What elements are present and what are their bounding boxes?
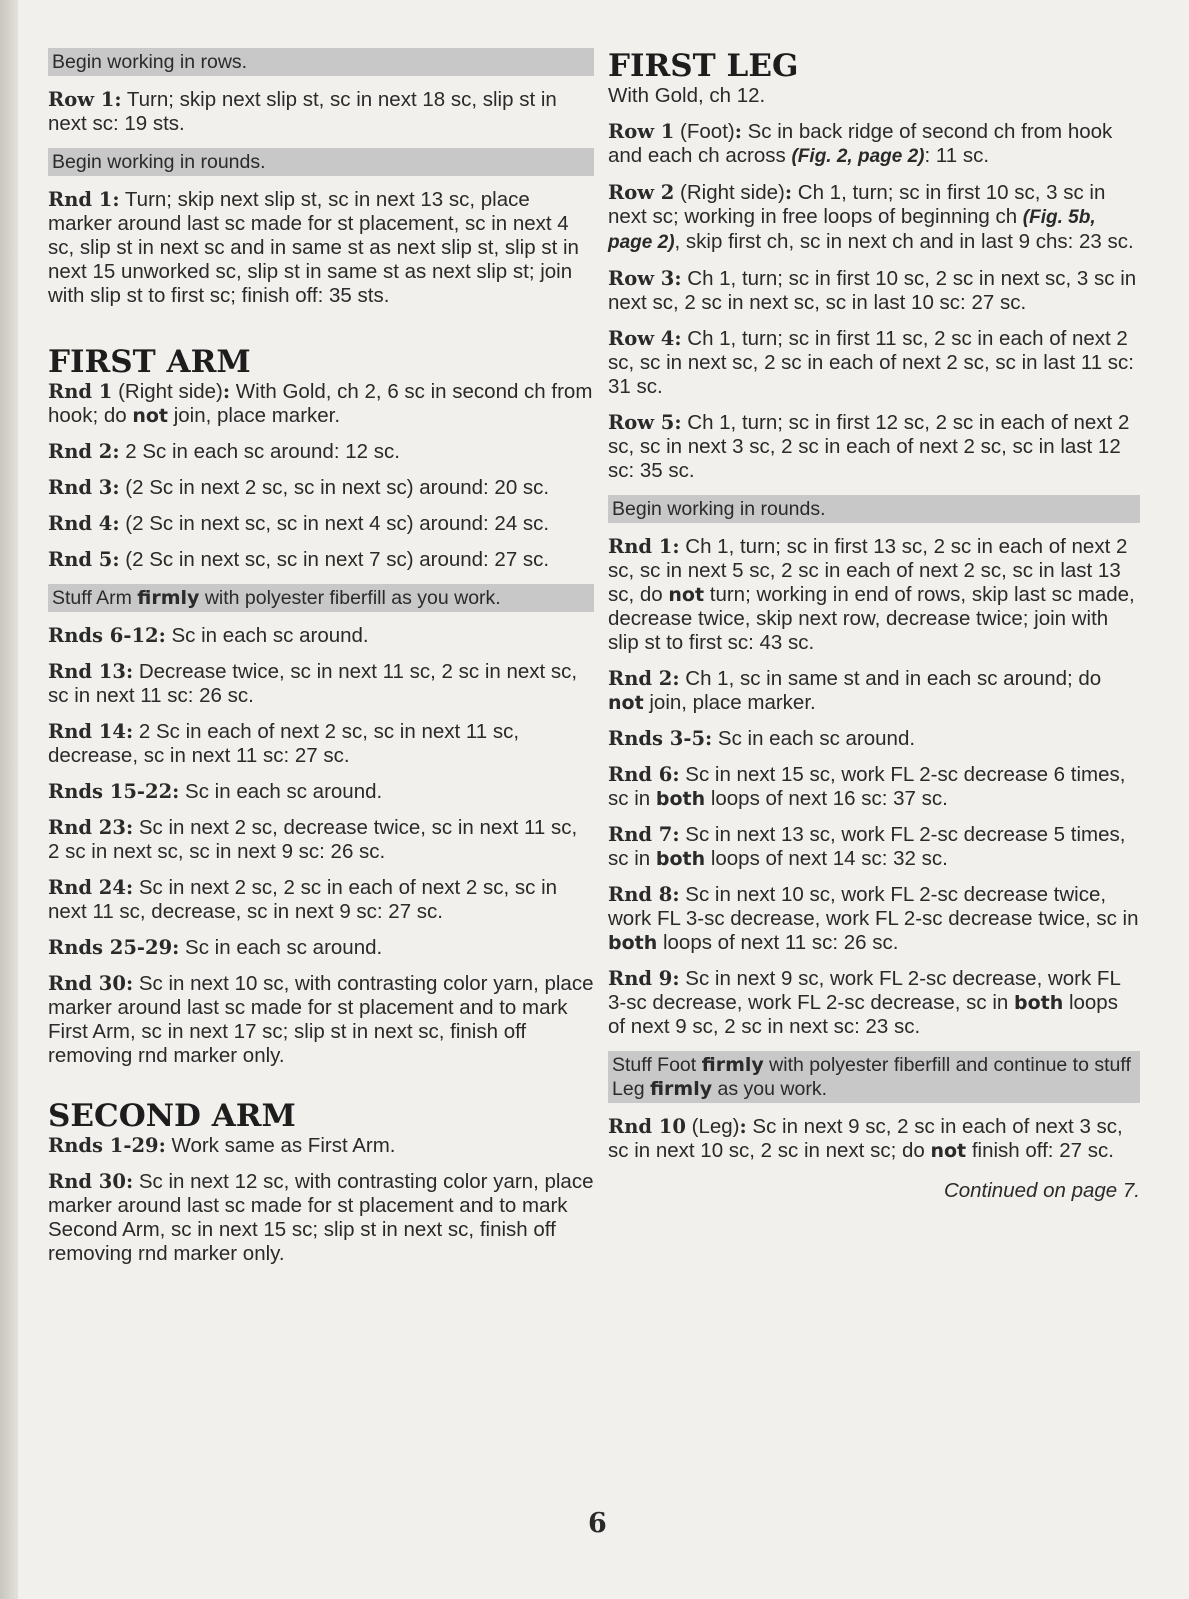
instruction-row [48,876,594,924]
step-label: Row 3: [608,267,682,290]
step-text: : [222,380,231,403]
left-column [48,48,594,1278]
instruction-row [48,548,594,572]
step-text: Sc in next 10 sc, with contrasting color yarn, place marker around last sc made for st placement and to mark First Arm, sc in next 17 sc; slip st in next sc, finish off removing rnd marker only. [48,972,594,1067]
step-text: 2 Sc in each sc around: 12 sc. [119,440,400,463]
instruction-row [608,1115,1140,1163]
step-label: Rnd 8: [608,883,680,906]
instruction-row [608,535,1140,655]
band-text: as you work. [712,1078,827,1100]
instruction-row [48,188,594,308]
step-text: Decrease twice, sc in next 11 sc, 2 sc in next sc, sc in next 11 sc: 26 sc. [48,660,578,707]
step-text: Ch 1, turn; sc in first 12 sc, 2 sc in each of next 2 sc, sc in next 3 sc, 2 sc in each of next 2 sc, sc in last 12 sc: 35 sc. [608,411,1130,482]
step-label: Rnd 2: [48,440,120,463]
step-text: loops of next 14 sc: 32 sc. [705,847,948,870]
step-text: Sc in next 10 sc, work FL 2-sc decrease twice, work FL 3-sc decrease, work FL 2-sc decrease twice, sc in [608,883,1139,930]
emphasis: not [668,584,705,606]
step-text: Sc in back ridge of second ch from hook and each ch across [608,120,1113,167]
step-text: : [784,181,793,204]
step-label: Rnds 1-29: [48,1134,166,1157]
book-spine-shadow [0,0,18,1599]
instruction-row [48,1170,594,1266]
step-label: Row 4: [608,327,682,350]
figure-reference: (Fig. 5b, page 2) [608,207,1096,253]
band-text: Stuff Arm [52,587,138,609]
step-text: join, place marker. [643,691,816,714]
step-text: 2 Sc in each of next 2 sc, sc in next 11 sc, decrease, sc in next 11 sc: 27 sc. [48,720,520,767]
step-label: Row 5: [608,411,682,434]
step-text: Ch 1, turn; sc in first 11 sc, 2 sc in each of next 2 sc, sc in next sc, 2 sc in each of next 2 sc, sc in last 11 sc: 31 sc. [608,327,1135,398]
instruction-row [48,1134,594,1158]
step-text: Ch 1, turn; sc in first 13 sc, 2 sc in each of next 2 sc, sc in next 5 sc, 2 sc in each of next 2 sc, sc in last 13 sc, do [608,535,1128,606]
step-label: Rnds 3-5: [608,727,713,750]
step-label: Rnds 15-22: [48,780,180,803]
instruction-row [608,667,1140,715]
step-text: Sc in next 2 sc, decrease twice, sc in next 11 sc, 2 sc in next sc, sc in next 9 sc: 26 sc. [48,816,578,863]
step-label: Rnd 1: [48,188,120,211]
page [18,0,1189,1599]
instruction-row [608,967,1140,1039]
instruction-row [608,327,1140,399]
emphasis: both [655,788,706,810]
emphasis: firmly [649,1078,713,1100]
step-label: Rnd 23: [48,816,134,839]
continued-note: Continued on page 7. [943,1179,1140,1202]
step-text: turn; working in end of rows, skip last sc made, decrease twice, skip next row, decrease twice; join with slip st to first sc: 43 sc. [608,583,1135,654]
instruction-row: With Gold, ch 12. [608,84,766,107]
instruction-row [48,476,594,500]
instruction-row [48,816,594,864]
step-text: Work same as First Arm. [165,1134,396,1157]
step-text: (2 Sc in next sc, sc in next 7 sc) around: 27 sc. [119,548,550,571]
step-text: (2 Sc in next 2 sc, sc in next sc) around: 20 sc. [119,476,550,499]
step-text: Ch 1, sc in same st and in each sc around; do [679,667,1102,690]
page-number: 6 [588,1508,607,1539]
step-text: Sc in each sc around. [165,624,369,647]
step-text: Sc in next 9 sc, 2 sc in each of next 3 sc, sc in next 10 sc, 2 sc in next sc; do [608,1115,1123,1162]
emphasis: not [930,1140,967,1162]
step-text: : 11 sc. [924,144,990,167]
step-text: (Right side) [674,181,785,204]
instruction-band [48,584,594,612]
instruction-row [608,181,1140,255]
emphasis: both [655,848,706,870]
instruction-row [48,720,594,768]
step-label: Row 2 [608,181,675,204]
step-text: : [734,120,742,143]
step-text: Sc in next 2 sc, 2 sc in each of next 2 sc, sc in next 11 sc, decrease, sc in next 9 sc: 27 sc. [48,876,558,923]
emphasis: both [608,932,658,954]
instruction-row [608,267,1140,315]
step-text: (Foot) [674,120,735,143]
section-heading: FIRST LEG [608,48,799,84]
instruction-row [608,727,1140,751]
step-label: Row 1: [48,88,122,111]
step-label: Rnd 30: [48,972,134,995]
step-text: loops of next 11 sc: 26 sc. [657,931,899,954]
instruction-row [48,972,594,1068]
step-text: loops of next 9 sc, 2 sc in next sc: 23 sc. [608,991,1118,1038]
step-text: Ch 1, turn; sc in first 10 sc, 2 sc in next sc, 3 sc in next sc, 2 sc in next sc, sc in last 10 sc: 27 sc. [608,267,1137,314]
step-text: Sc in each sc around. [179,936,383,959]
step-text: With Gold, ch 2, 6 sc in second ch from hook; do [48,380,593,427]
emphasis: firmly [701,1054,764,1076]
step-text: Turn; skip next slip st, sc in next 18 sc, slip st in next sc: 19 sts. [48,88,557,135]
step-label: Rnd 7: [608,823,680,846]
step-text: Sc in each sc around. [179,780,383,803]
step-text: Sc in next 13 sc, work FL 2-sc decrease 5 times, sc in [608,823,1126,870]
step-label: Rnd 9: [608,967,680,990]
step-label: Rnd 4: [48,512,120,535]
step-text: , skip first ch, sc in next ch and in last 9 chs: 23 sc. [674,230,1134,253]
step-text: join, place marker. [168,404,341,427]
instruction-band: Begin working in rows. [48,48,594,76]
section-heading: FIRST ARM [48,344,251,380]
instruction-row [608,120,1140,169]
step-text: Ch 1, turn; sc in first 10 sc, 3 sc in next sc; working in free loops of beginning ch [608,181,1106,228]
right-column [608,48,1140,1215]
instruction-row [48,380,594,428]
figure-reference: (Fig. 2, page 2) [791,146,925,167]
step-label: Row 1 [608,120,675,143]
emphasis: firmly [137,587,200,609]
step-label: Rnd 1 [48,380,113,403]
step-label: Rnds 6-12: [48,624,166,647]
instruction-row [48,512,594,536]
step-text: (Leg) [685,1115,740,1138]
instruction-row [608,763,1140,811]
instruction-band: Begin working in rounds. [608,495,1140,523]
step-text: Sc in next 12 sc, with contrasting color yarn, place marker around last sc made for st placement and to mark Second Arm, sc in next 15 sc; slip st in next sc, finish off removing rnd marker only. [48,1170,594,1265]
instruction-row [608,823,1140,871]
instruction-row [608,883,1140,955]
emphasis: not [608,692,644,714]
instruction-band [608,1051,1140,1103]
instruction-row [48,780,594,804]
step-text: finish off: 27 sc. [966,1139,1114,1162]
step-text: loops of next 16 sc: 37 sc. [705,787,948,810]
step-label: Rnd 10 [608,1115,686,1138]
step-text: : [739,1115,747,1138]
step-label: Rnd 30: [48,1170,134,1193]
step-label: Rnd 2: [608,667,680,690]
band-text: with polyester fiberfill as you work. [199,587,501,609]
step-label: Rnd 3: [48,476,120,499]
instruction-row [48,88,594,136]
step-label: Rnd 1: [608,535,680,558]
step-label: Rnd 14: [48,720,134,743]
instruction-row [48,660,594,708]
step-label: Rnd 5: [48,548,120,571]
step-label: Rnds 25-29: [48,936,180,959]
step-label: Rnd 6: [608,763,680,786]
band-text: with polyester fiberfill and continue to stuff Leg [612,1054,1131,1100]
section-heading: SECOND ARM [48,1098,296,1134]
step-text: (Right side) [112,380,223,403]
emphasis: both [1013,992,1064,1014]
instruction-row [48,936,594,960]
emphasis: not [132,405,169,427]
step-text: Sc in next 15 sc, work FL 2-sc decrease 6 times, sc in [608,763,1126,810]
step-label: Rnd 13: [48,660,134,683]
band-text: Stuff Foot [612,1054,702,1076]
instruction-row [48,440,594,464]
instruction-band: Begin working in rounds. [48,148,594,176]
instruction-row [48,624,594,648]
step-text: (2 Sc in next sc, sc in next 4 sc) around: 24 sc. [119,512,550,535]
step-text: Turn; skip next slip st, sc in next 13 sc, place marker around last sc made for st placement, sc in next 4 sc, slip st in next sc and in same st as next slip st, slip st in next 15 unworked sc, slip st in same st as next slip st; join with slip st to first sc; finish off: 35 sts. [48,188,579,307]
step-label: Rnd 24: [48,876,134,899]
step-text: Sc in next 9 sc, work FL 2-sc decrease, work FL 3-sc decrease, work FL 2-sc decrease, sc in [608,967,1121,1014]
step-text: Sc in each sc around. [712,727,916,750]
instruction-row [608,411,1140,483]
